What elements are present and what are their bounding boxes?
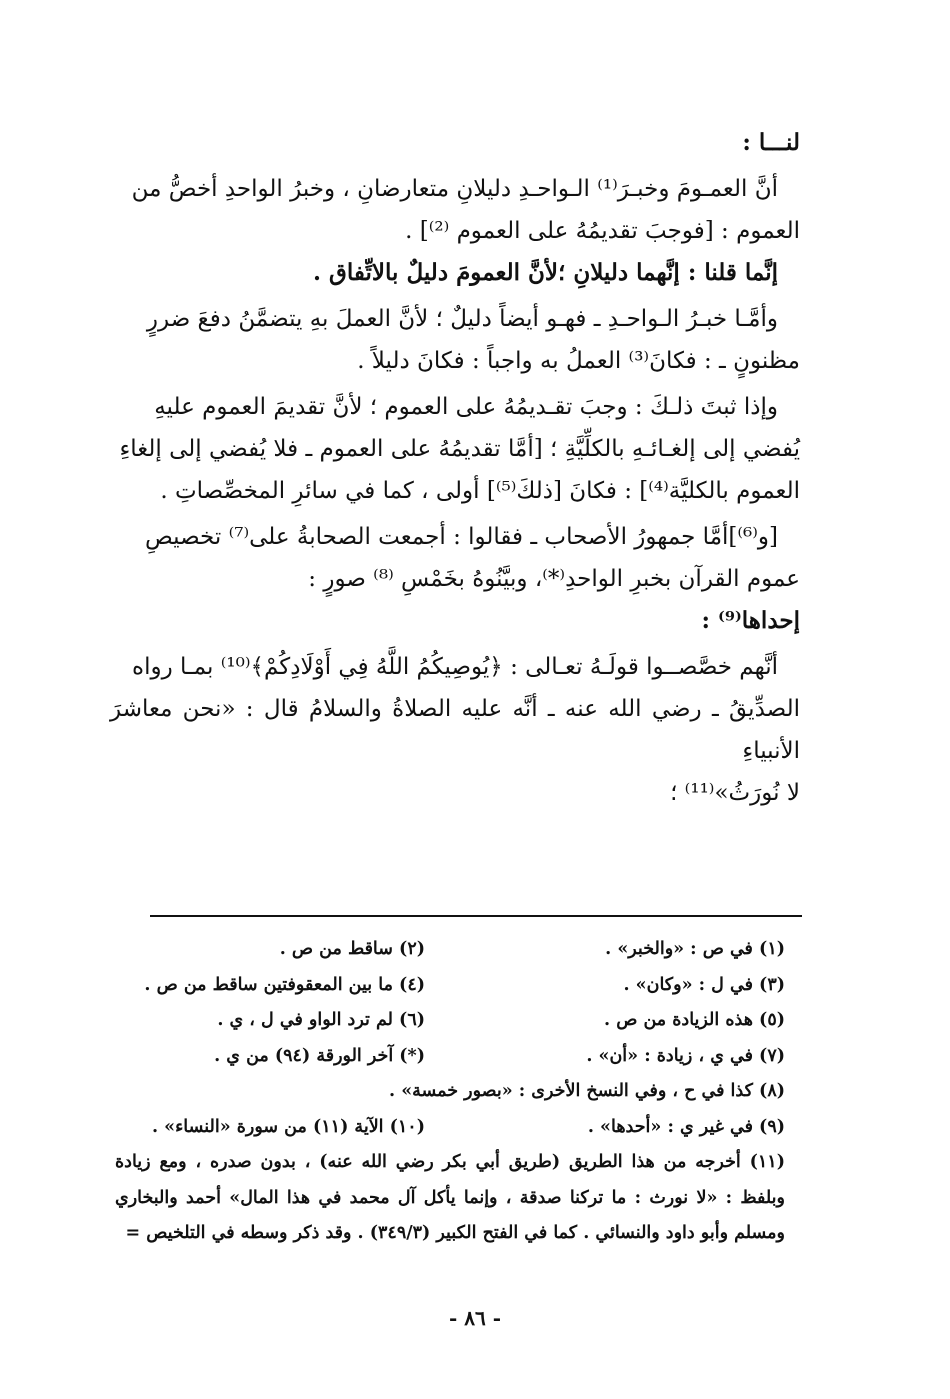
footnote-item: (٩) في غير ي : «أحدها» .: [587, 1116, 785, 1137]
footnote-row: [115, 932, 785, 968]
text-line: مظنونٍ ـ : فكانَ⁽³⁾ العملُ به واجباً : فكانَ دليلاً .: [357, 348, 800, 374]
footnote-row: [115, 1039, 785, 1075]
footnote-line: (١١) أخرجه من هذا الطريق (طريق أبي بكر رضي الله عنه) ، بدون صدره ، ومع زيادة: [115, 1152, 785, 1172]
text-line: أنَّهم خصَّصــوا قولَـهُ تعـالى : ﴿يُوصِيكُمُ اللَّهُ فِي أَوْلَادِكُمْ﴾⁽¹⁰⁾ بمـا رواه: [132, 654, 778, 680]
footnote-row: [115, 1074, 785, 1110]
text-line: العموم : [فوجبَ تقديمُهُ على العموم ⁽²⁾] .: [405, 218, 800, 244]
footnote-line: ومسلم وأبو داود والنسائي . كما في الفتح الكبير (٣٤٩/٣) . وقد ذكر وسطه في التلخيص =: [125, 1223, 785, 1243]
footnote-row: [115, 968, 785, 1004]
footnote-item: (١) في ص : «والخبر» .: [605, 939, 785, 959]
footnotes: [115, 932, 785, 1252]
footnote-item: (٧) في ي ، زيادة : «أن» .: [586, 1045, 785, 1066]
footnote-item: (٦) لم ترد الواو في ل ، ي .: [217, 1010, 425, 1030]
footnote-divider: [150, 915, 802, 917]
footnote-item: (٨) كذا في ح ، وفي النسخ الأخرى : «بصور خمسة» .: [389, 1081, 785, 1101]
text-line: الصدِّيقُ ـ رضي الله عنه ـ أنَّه عليه الصلاةُ والسلامُ قال : «نحن معاشرَ الأنبياءِ: [110, 696, 800, 764]
text-line: العموم بالكليَّة⁽⁴⁾] : فكانَ [ذلكَ⁽⁵⁾] أولى ، كما في سائرِ المخصِّصاتِ .: [160, 478, 800, 504]
text-line: يُفضي إلى إلغـائـهِ بالكلِّيَّةِ ؛ [أمَّا تقديمُهُ على العموم ـ فلا يُفضي إلى إلغاءِ: [119, 436, 800, 462]
text-line: إنَّما قلنا : إنَّهما دليلانِ ؛لأنَّ العمومَ دليلٌ بالاتِّفاق .: [313, 259, 778, 286]
footnote-item: (*) آخر الورقة (٩٤) من ي .: [214, 1045, 425, 1066]
footnote-item: (١٠) الآية (١١) من سورة «النساء» .: [151, 1116, 425, 1137]
text-line: وإذا ثبتَ ذلـكَ : وجبَ تقـديمُهُ على العموم ؛ لأنَّ تقديمَ العموم عليهِ: [154, 394, 778, 420]
footnote-item: (٥) هذه الزيادة من ص .: [604, 1010, 785, 1030]
footnote-row: [115, 1003, 785, 1039]
text-line: وأمَّـا خبـرُ الـواحـدِ ـ فهـو أيضاً دليلٌ ؛ لأنَّ العملَ بهِ يتضمَّنُ دفعَ ضررٍ: [146, 306, 778, 332]
main-text: [110, 122, 800, 814]
footnote-item: (٣) في ل : «وكان» .: [623, 974, 785, 995]
text-line: [و⁽⁶⁾]أمَّا جمهورُ الأصحاب ـ فقالوا : أجمعت الصحابةُ على⁽⁷⁾ تخصيصِ: [144, 524, 778, 550]
text-line: عموم القرآن بخبرِ الواحدِ⁽*⁾، وبيَّنُوهُ بخَمْسِ ⁽⁸⁾ صورٍ :: [308, 566, 800, 592]
footnote-item: (٢) ساقط من ص .: [279, 939, 425, 959]
subheading: إحداها⁽⁹⁾ :: [701, 607, 800, 634]
footnote-item: (٤) ما بين المعقوفتين ساقط من ص .: [144, 974, 425, 995]
text-line: لا نُورَثُ»⁽¹¹⁾ ؛: [670, 780, 800, 806]
text-line: أنَّ العمـومَ وخبـرَ⁽¹⁾ الـواحـدِ دليلانِ متعارضانِ ، وخبرُ الواحدِ أخصُّ من: [131, 176, 778, 202]
footnote-line: وبلفظ : «لا نورث : ما تركنا صدقة ، وإنما يأكل آل محمد في هذا المال» أحمد والبخاري: [115, 1187, 785, 1208]
section-heading: لنـــا :: [742, 129, 800, 156]
footnote-row: [115, 1110, 785, 1146]
page-number: - ٨٦ -: [448, 1306, 501, 1330]
